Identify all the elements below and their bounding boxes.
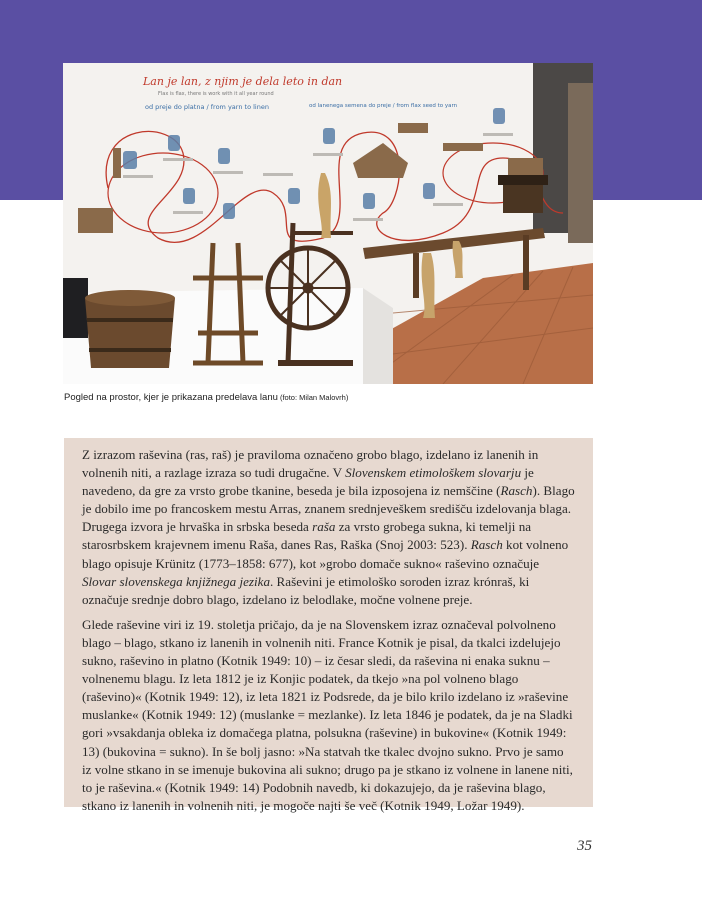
caption-text: Pogled na prostor, kjer je prikazana predelava lanu (64, 392, 278, 403)
paragraph-2 (82, 616, 575, 815)
italic-text-run: Slovenskem etimološkem slovarju (345, 465, 522, 481)
text-run: . Raševini je etimološko soroden izraz krónraš, ki označuje srednje dobro blago, izdelano iz belodlake, močne volnene preje. (82, 573, 530, 607)
text-run: ). Blago je dobilo ime po francoskem mestu Arras, znanem srednjeveškem središču izdelovanja blaga. Drugega izvora je hrvaška in srbska beseda (82, 483, 575, 535)
text-box (64, 438, 593, 813)
italic-text-run: Slovar slovenskega knjižnega jezika (82, 573, 270, 589)
italic-text-run: Rasch (470, 537, 503, 553)
caption-credit: (foto: Milan Malovrh) (277, 393, 349, 402)
exhibit-label-left: od preje do platna / from yarn to linen (145, 103, 269, 111)
text-run: za vrsto grobega sukna, ki temelji na starosrbskem krajevnem imenu Raša, danes Ras, Raška (Snoj 2003: 523). (82, 519, 532, 553)
text-run: Glede raševine viri iz 19. stoletja pričajo, da je na Slovenskem izraz označeval polvolneno blago – blago, stkano iz lanenih in volnenih niti. France Kotnik je pisal, da tkalci izdelujejo sukno, raševino in platno (Kotnik 1949: 10) – iz česar sledi, da raševina ni enaka suknu – volnenemu blagu. Iz leta 1812 je iz Konjic podatek, da tkejo »na pol volneno blago (raševino)« (Kotnik 1949: 12), iz leta 1821 iz Podsrede, da je bilo krilo izdelano iz »raševine muslanke« (Kotnik 1949: 12) (muslanke = mezlanke). Iz leta 1846 je podatek, da je na Sladki gori »vsakdanja obleka iz domačega platna, polsukna (raševine) in bukovine« (Kotnik 1949: 13) (bukovina = sukno). In še bolj jasno: »Na statvah tke tkalec dvojno sukno. Prvo je samo iz volne stkano in se imenuje bukovina ali sukno; drugo pa je stkano iz volnene in lanene niti, to je raševina.« (Kotnik 1949: 14) Podobnih navedb, ki dokazujejo, da je raševina blago, stkano iz lanenih in volnenih niti, je mogoče najti še več (Kotnik 1949, Ložar 1949). (82, 616, 573, 813)
paragraph-1 (82, 446, 575, 609)
text-run: je navedeno, da gre za vrsto grobe tkanine, beseda je bila izposojena iz nemščine ( (82, 465, 534, 499)
exhibit-subtitle: Flax is flax, there is work with it all year round (158, 91, 274, 97)
page-number: 35 (577, 838, 592, 854)
text-run: kot volneno blago opisuje Krünitz (1773–1858: 677), kot »grobo domače sukno« raševino označuje (82, 537, 569, 571)
italic-text-run: Rasch (500, 483, 533, 499)
exhibition-photo (63, 63, 593, 384)
text-run: Z izrazom raševina (ras, raš) je praviloma označeno grobo blago, izdelano iz lanenih in volnenih niti, a razlage izraza so tudi drugačne. V (82, 447, 539, 481)
exhibit-title: Lan je lan, z njim je dela leto in dan (143, 75, 343, 88)
exhibit-label-right: od lanenega semena do preje / from flax seed to yarn (309, 103, 458, 109)
italic-text-run: raša (312, 519, 336, 535)
photo-caption (64, 392, 594, 403)
